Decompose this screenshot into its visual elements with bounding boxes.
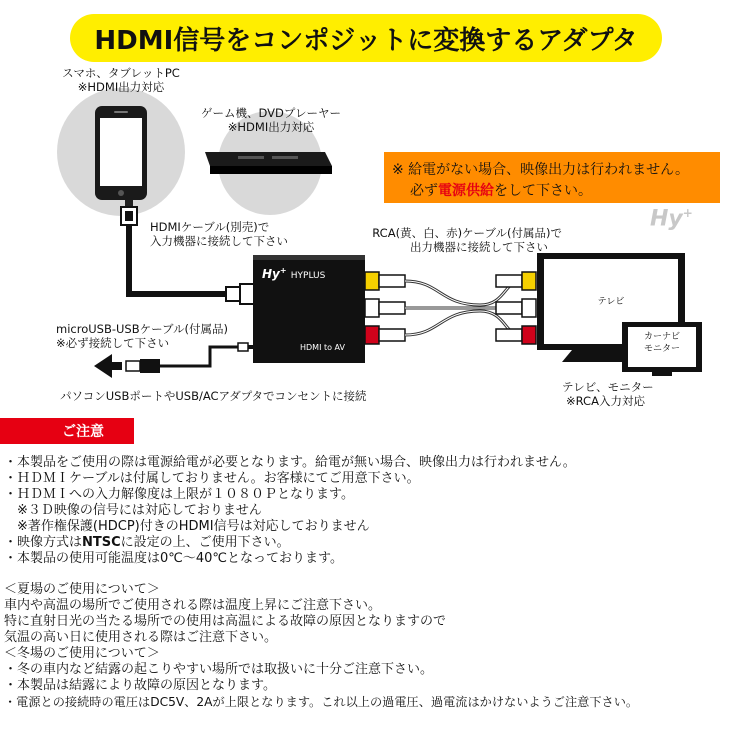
- hy-watermark-logo: Hy+: [650, 206, 693, 232]
- smartphone-label-line2: ※HDMI出力対応: [77, 80, 165, 94]
- hdmi-cable-label: [150, 220, 288, 248]
- rca-plugs-adapter: [365, 272, 405, 344]
- page-title: HDMI信号をコンポジットに変換するアダプタ: [94, 25, 638, 56]
- adapter-model: HDMI to AV: [300, 343, 345, 352]
- rca-cable-label-line1: RCA(黄、白、赤)ケーブル(付属品)で: [372, 226, 562, 240]
- rca-cable-label: [352, 226, 562, 254]
- hdmi-cable-label-line2: 入力機器に接続して下さい: [150, 234, 288, 248]
- winter-header: ＜冬場のご使用について＞: [4, 646, 160, 661]
- usb-cable-label: [56, 322, 228, 350]
- notice-line-4: ※３Ｄ映像の信号には対応しておりません: [4, 503, 262, 518]
- summer-line-2: 特に直射日光の当たる場所での使用は高温による故障の原因となりますので: [4, 614, 447, 629]
- hdmi-cable-label-line1: HDMIケーブル(別売)で: [150, 220, 270, 234]
- notice-ntsc-line: [4, 535, 290, 551]
- notice-line-2: ・ＨＤＭＩケーブルは付属しておりません。お客様にてご用意下さい。: [4, 471, 420, 486]
- notice-header-badge: [0, 418, 134, 444]
- rca-cable-label-line2: 出力機器に接続して下さい: [410, 240, 548, 254]
- winter-line-2: ・本製品は結露により故障の原因となります。: [4, 678, 276, 693]
- notice-line-1: ・本製品をご使用の際は電源給電が必要となります。給電が無い場合、映像出力は行われません。: [4, 455, 576, 470]
- winter-line-3: ・電源との接続時の電圧はDC5V、2Aが上限となります。これ以上の過電圧、過電流はかけないようご注意下さい。: [4, 695, 639, 709]
- notice-line-5: ※著作権保護(HDCP)付きのHDMI信号は対応しておりません: [4, 519, 370, 534]
- rca-plugs-tv: [496, 272, 536, 344]
- notice-header-text: ご注意: [62, 424, 104, 440]
- warning-emphasis: 電源供給: [438, 183, 494, 199]
- carnavi-label-line1: カーナビ: [643, 332, 680, 342]
- winter-line-1: ・冬の車内など結露の起こりやすい場所では取扱いに十分ご注意下さい。: [4, 662, 434, 677]
- tv-screen-label: テレビ: [597, 297, 625, 307]
- usb-power-label: パソコンUSBポートやUSB/ACアダプタでコンセントに接続: [60, 389, 367, 403]
- warning-line2-pre: 必ず: [410, 183, 438, 199]
- watermark-text: Hy: [650, 206, 683, 232]
- warning-line2-post: をして下さい。: [494, 183, 592, 199]
- game-console-icon: [205, 152, 332, 174]
- hdmi-cable: [121, 200, 254, 304]
- smartphone-label: [54, 66, 188, 94]
- smartphone-icon: [95, 106, 147, 200]
- game-label-line1: ゲーム機、DVDプレーヤー: [201, 106, 341, 120]
- tv-monitor-label-line1: テレビ、モニター: [562, 380, 654, 394]
- usb-cable-label-line1: microUSB-USBケーブル(付属品): [56, 322, 229, 336]
- adapter-logo-text: Hy: [262, 267, 280, 281]
- adapter-brand: HYPLUS: [290, 271, 326, 281]
- game-label-line2: ※HDMI出力対応: [227, 120, 315, 134]
- summer-header: ＜夏場のご使用について＞: [4, 582, 160, 597]
- warning-line2: [410, 180, 592, 200]
- adapter-logo: Hy+ HYPLUS: [262, 266, 326, 281]
- warning-line1: ※ 給電がない場合、映像出力は行われません。: [392, 162, 690, 178]
- ntsc-pre: ・映像方式は: [4, 535, 83, 550]
- tv-monitor-label: [562, 380, 654, 408]
- notice-line-3: ・ＨＤＭＩへの入力解像度は上限が１０８０Ｐとなります。: [4, 487, 354, 502]
- usb-arrow-icon: [94, 354, 122, 378]
- ntsc-post: に設定の上、ご使用下さい。: [120, 535, 290, 550]
- power-warning-box: [384, 152, 720, 203]
- summer-line-3: 気温の高い日に使用される際はご注意下さい。: [4, 630, 278, 645]
- ntsc-bold: NTSC: [82, 535, 121, 550]
- carnavi-label: [628, 331, 696, 355]
- usb-cable-label-line2: ※必ず接続して下さい: [56, 336, 170, 350]
- tv-monitor-label-line2: ※RCA入力対応: [566, 394, 645, 408]
- notice-temp-line: ・本製品の使用可能温度は0℃〜40℃となっております。: [4, 551, 343, 566]
- carnavi-label-line2: モニター: [643, 344, 680, 354]
- game-console-label: [196, 106, 346, 134]
- smartphone-label-line1: スマホ、タブレットPC: [62, 66, 180, 80]
- summer-line-1: 車内や高温の場所でご使用される際は温度上昇にご注意下さい。: [4, 598, 382, 613]
